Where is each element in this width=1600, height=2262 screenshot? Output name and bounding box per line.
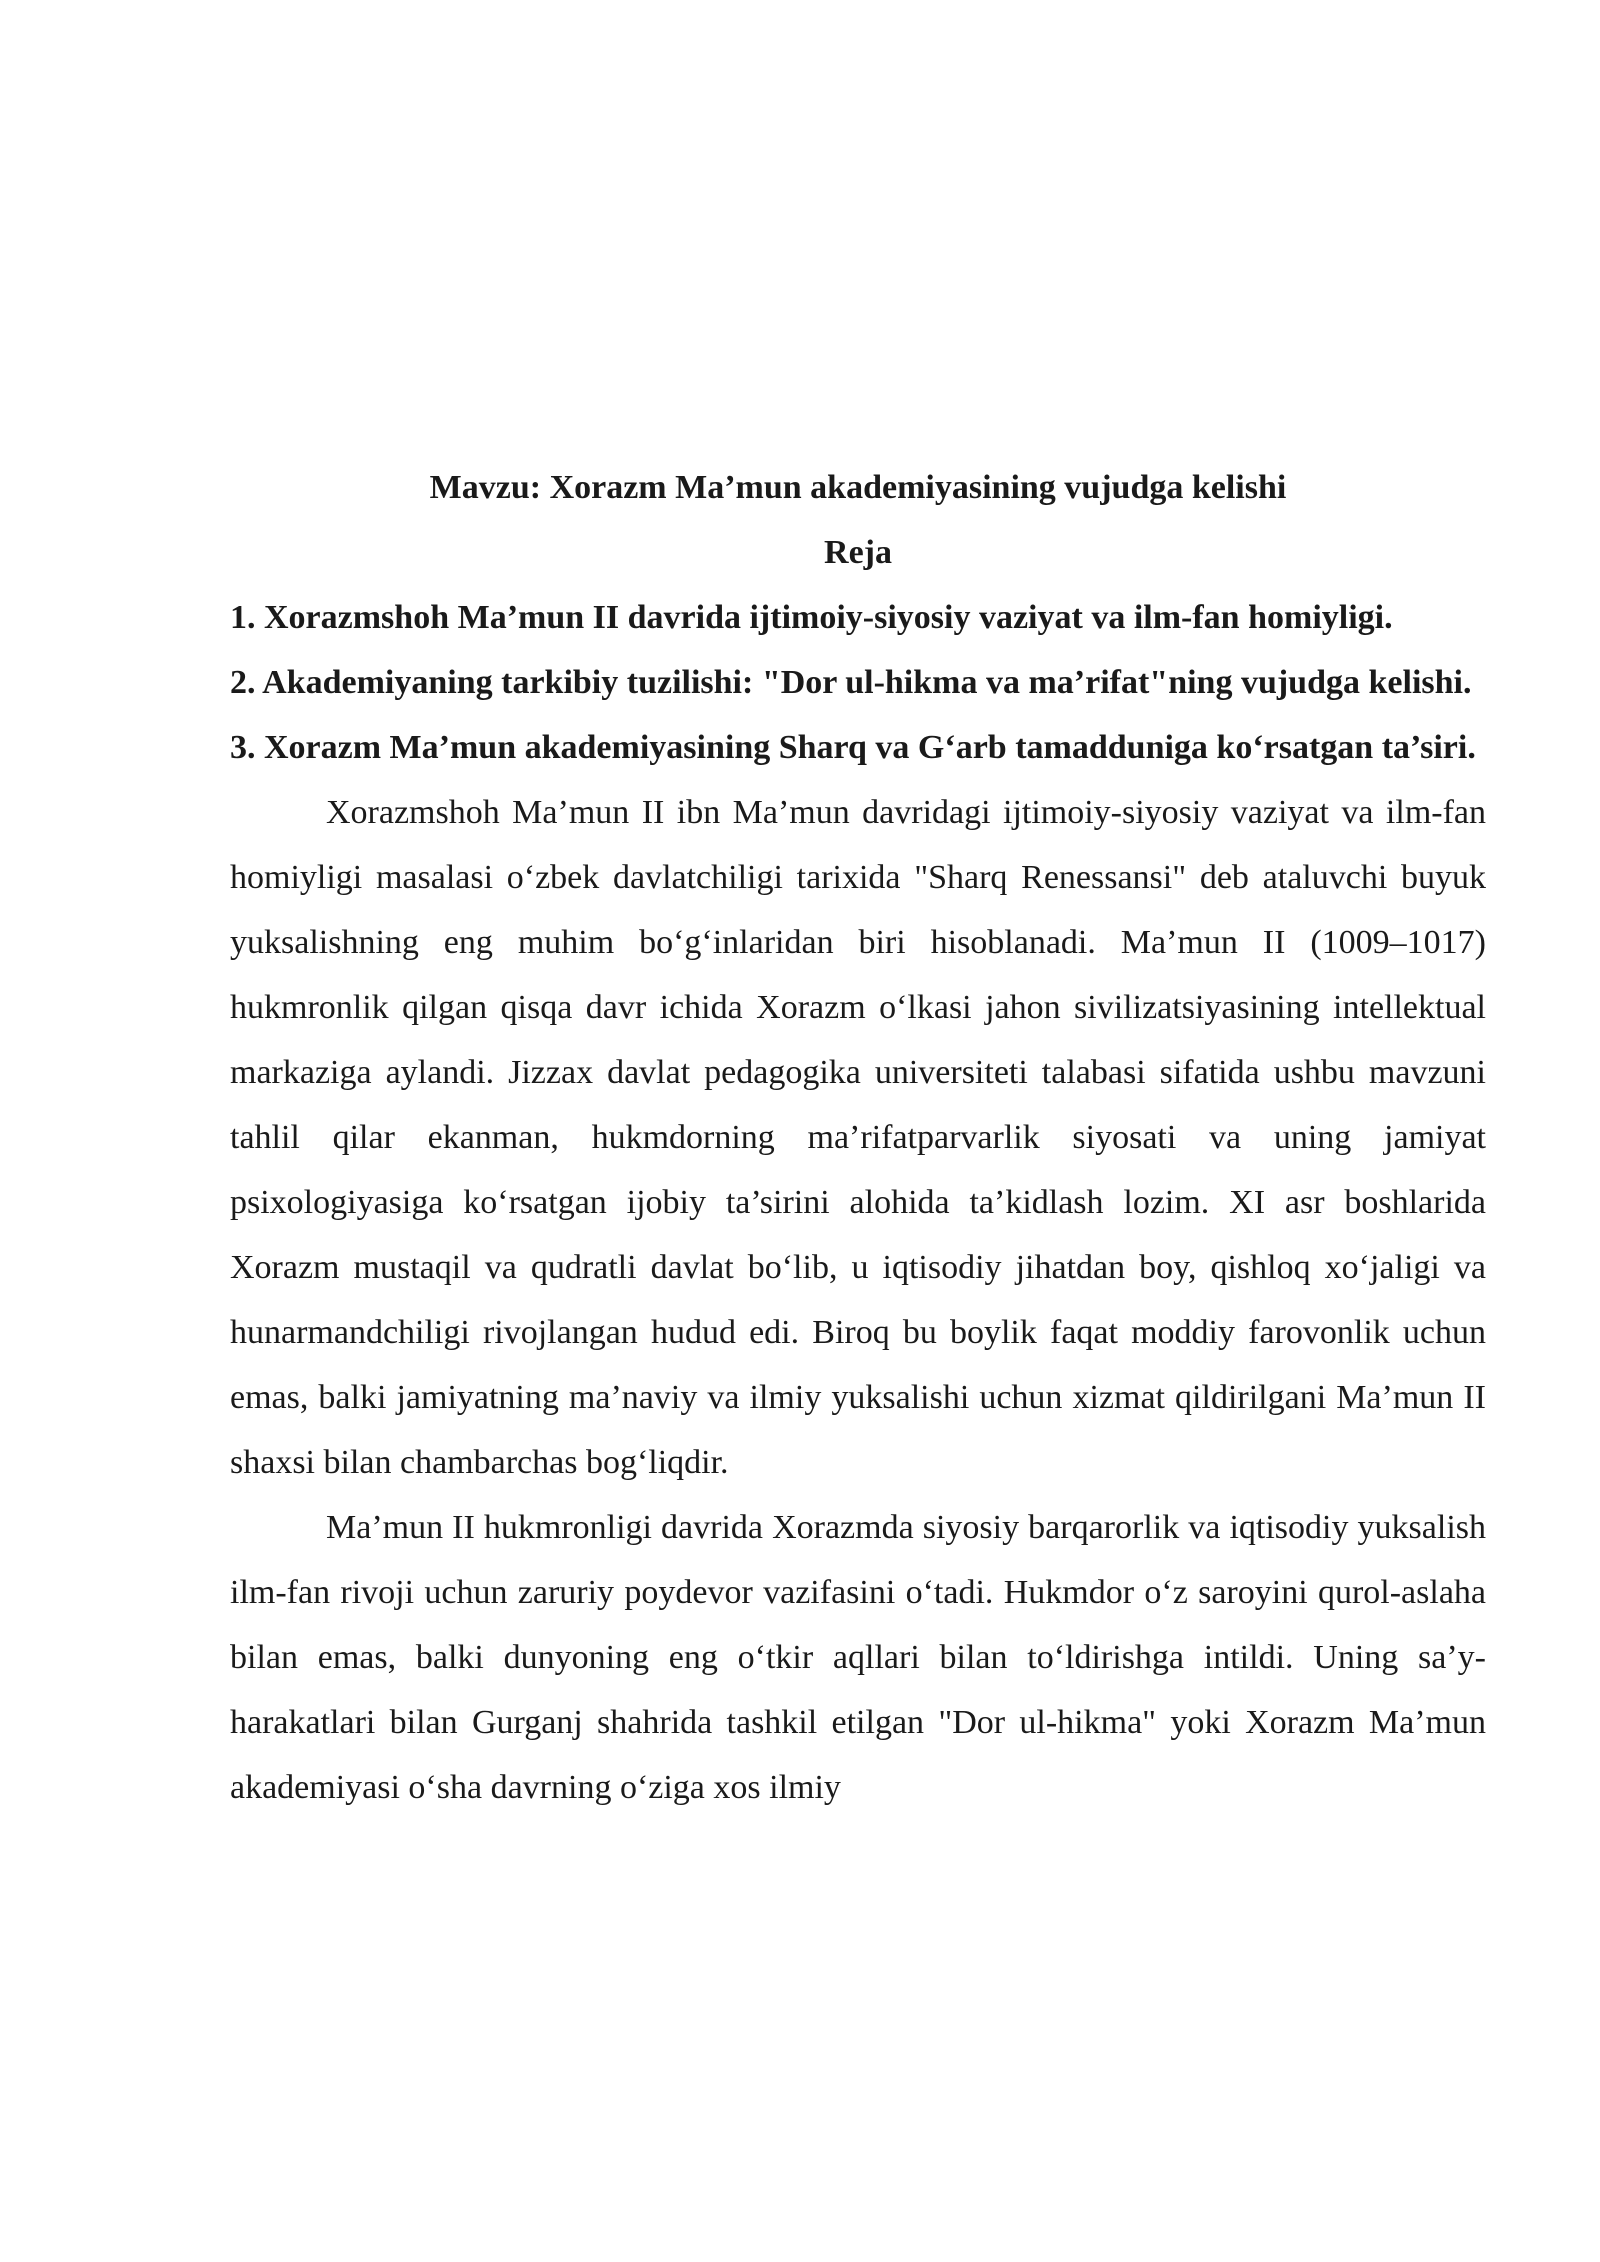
document-topic: Mavzu: Xorazm Ma’mun akademiyasining vujudga kelishi [429,469,1287,506]
plan-heading: Reja [824,534,892,571]
body-paragraph: Ma’mun II hukmronligi davrida Xorazmda siyosiy barqarorlik va iqtisodiy yuksalish ilm-fan rivoji uchun zaruriy poydevor vazifasini o‘tadi. Hukmdor o‘z saroyini qurol-aslaha bilan emas, balki dunyoning eng o‘tkir aqllari bilan to‘ldirishga intildi. Uning sa’y-harakatlari bilan Gurganj shahrida tashkil etilgan "Dor ul-hikma" yoki Xorazm Ma’mun akademiyasi o‘sha davrning o‘ziga xos ilmiy [230,1509,1486,1806]
document-page [230,455,1486,1820]
plan-item: 1. Xorazmshoh Ma’mun II davrida ijtimoiy-siyosiy vaziyat va ilm-fan homiyligi. [230,599,1393,636]
body-paragraph: Xorazmshoh Ma’mun II ibn Ma’mun davridagi ijtimoiy-siyosiy vaziyat va ilm-fan homiyligi masalasi o‘zbek davlatchiligi tarixida "Sharq Renessansi" deb ataluvchi buyuk yuksalishning eng muhim bo‘g‘inlaridan biri hisoblanadi. Ma’mun II (1009–1017) hukmronlik qilgan qisqa davr ichida Xorazm o‘lkasi jahon sivilizatsiyasining intellektual markaziga aylandi. Jizzax davlat pedagogika universiteti talabasi sifatida ushbu mavzuni tahlil qilar ekanman, hukmdorning ma’rifatparvarlik siyosati va uning jamiyat psixologiyasiga ko‘rsatgan ijobiy ta’sirini alohida ta’kidlash lozim. XI asr boshlarida Xorazm mustaqil va qudratli davlat bo‘lib, u iqtisodiy jihatdan boy, qishloq xo‘jaligi va hunarmandchiligi rivojlangan hudud edi. Biroq bu boylik faqat moddiy farovonlik uchun emas, balki jamiyatning ma’naviy va ilmiy yuksalishi uchun xizmat qildirilgani Ma’mun II shaxsi bilan chambarchas bog‘liqdir. [230,794,1486,1481]
plan-item: 2. Akademiyaning tarkibiy tuzilishi: "Dor ul-hikma va ma’rifat"ning vujudga kelishi. [230,664,1472,701]
plan-item: 3. Xorazm Ma’mun akademiyasining Sharq va G‘arb tamadduniga ko‘rsatgan ta’siri. [230,729,1476,766]
